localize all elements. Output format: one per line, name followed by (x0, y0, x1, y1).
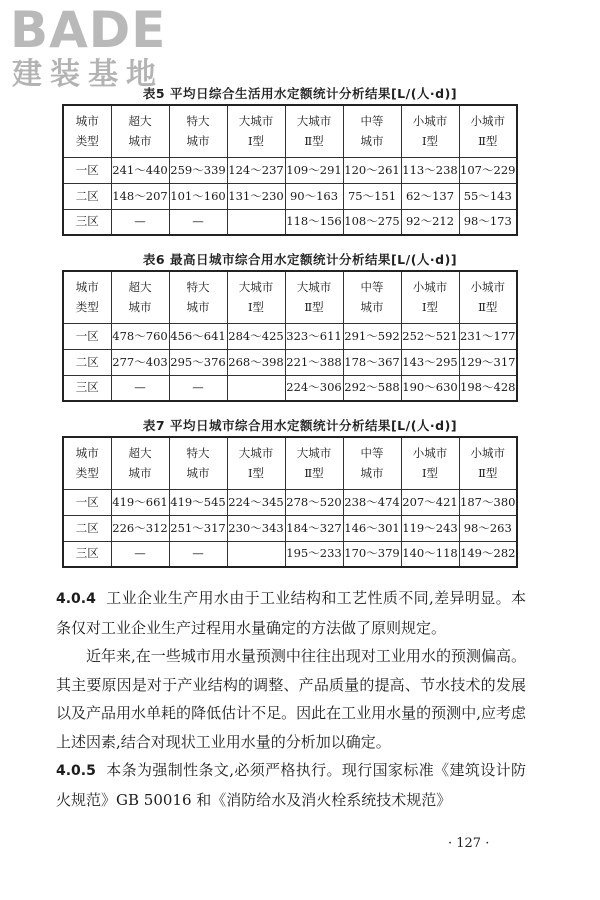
table-cell: 149～282 (459, 541, 517, 567)
header-cell: 小城市 Ⅰ型 (401, 105, 459, 157)
table-cell: 92～212 (401, 209, 459, 235)
header-cell: 大城市 Ⅱ型 (285, 105, 343, 157)
table-cell: 198～428 (459, 375, 517, 401)
table-cell: 238～474 (343, 489, 401, 515)
header-cell: 中等 城市 (343, 271, 401, 323)
header-cell: 小城市 Ⅱ型 (459, 105, 517, 157)
bade-logo (8, 2, 178, 94)
table-cell: 120～261 (343, 157, 401, 183)
table-cell: 三区 (63, 541, 111, 567)
header-cell: 城市 类型 (63, 271, 111, 323)
table-cell: 224～306 (285, 375, 343, 401)
table-5-caption: 表5 平均日综合生活用水定额统计分析结果[L/(人·d)] (142, 86, 458, 101)
paragraph: 近年来,在一些城市用水量预测中往往出现对工业用水的预测偏高。其主要原因是对于产业结构的调整、产品质量的提高、节水技术的发展以及产品用水单耗的降低估计不足。因此在工业用水量的预测中,应考虑上述因素,结合对现状工业用水量的分析加以确定。 (56, 647, 526, 751)
table-cell (227, 541, 285, 567)
table-cell: 75～151 (343, 183, 401, 209)
header-cell: 特大 城市 (169, 437, 227, 489)
table-cell: 224～345 (227, 489, 285, 515)
table-cell: 129～317 (459, 349, 517, 375)
table-cell: 251～317 (169, 515, 227, 541)
header-cell: 小城市 Ⅱ型 (459, 437, 517, 489)
table-cell: 241～440 (111, 157, 169, 183)
table-cell: 292～588 (343, 375, 401, 401)
table-row (63, 541, 517, 567)
table-cell: 113～238 (401, 157, 459, 183)
table-cell: 62～137 (401, 183, 459, 209)
table-cell: 195～233 (285, 541, 343, 567)
table-cell: 148～207 (111, 183, 169, 209)
table-cell: 456～641 (169, 323, 227, 349)
table-cell: 118～156 (285, 209, 343, 235)
header-cell: 特大 城市 (169, 105, 227, 157)
header-cell: 中等 城市 (343, 105, 401, 157)
table-cell: 295～376 (169, 349, 227, 375)
table-cell: 207～421 (401, 489, 459, 515)
header-cell: 中等 城市 (343, 437, 401, 489)
header-cell: 小城市 Ⅰ型 (401, 271, 459, 323)
header-cell: 城市 类型 (63, 105, 111, 157)
table-cell: 419～661 (111, 489, 169, 515)
table-cell: 170～379 (343, 541, 401, 567)
table-cell: 268～398 (227, 349, 285, 375)
table-cell: 二区 (63, 515, 111, 541)
table-row (63, 157, 517, 183)
table-cell: 231～177 (459, 323, 517, 349)
header-cell: 大城市 Ⅰ型 (227, 105, 285, 157)
header-cell: 大城市 Ⅰ型 (227, 437, 285, 489)
table-header-row (63, 105, 517, 157)
table-cell: 一区 (63, 489, 111, 515)
header-cell: 大城市 Ⅱ型 (285, 271, 343, 323)
table-cell: — (169, 541, 227, 567)
table-cell: 55～143 (459, 183, 517, 209)
table-cell: — (111, 541, 169, 567)
table-cell: 184～327 (285, 515, 343, 541)
table-cell: 291～592 (343, 323, 401, 349)
table-6 (62, 270, 518, 402)
clause-4-0-5 (56, 756, 526, 814)
table-cell: 419～545 (169, 489, 227, 515)
table-cell: 二区 (63, 183, 111, 209)
header-cell: 超大 城市 (111, 271, 169, 323)
body-text (56, 584, 526, 814)
table-cell: 98～263 (459, 515, 517, 541)
table-cell: 三区 (63, 209, 111, 235)
header-cell: 大城市 Ⅱ型 (285, 437, 343, 489)
table-cell: 98～173 (459, 209, 517, 235)
table-cell (227, 375, 285, 401)
table-cell: 146～301 (343, 515, 401, 541)
table-cell: 108～275 (343, 209, 401, 235)
table-row (63, 323, 517, 349)
header-cell: 小城市 Ⅱ型 (459, 271, 517, 323)
table-cell: 131～230 (227, 183, 285, 209)
table-cell: 278～520 (285, 489, 343, 515)
table-cell: 二区 (63, 349, 111, 375)
page-number: · 127 · (448, 836, 490, 851)
table-cell: 226～312 (111, 515, 169, 541)
table-cell: 一区 (63, 157, 111, 183)
table-row (63, 183, 517, 209)
logo-latin-text: BADE (10, 1, 167, 59)
table-cell (227, 209, 285, 235)
table-7 (62, 436, 518, 568)
table-cell: 90～163 (285, 183, 343, 209)
table-cell: 109～291 (285, 157, 343, 183)
table-cell: 140～118 (401, 541, 459, 567)
table-cell: 323～611 (285, 323, 343, 349)
clause-text: 本条为强制性条文,必须严格执行。现行国家标准《建筑设计防火规范》GB 50016 和《消防给水及消火栓系统技术规范》 (56, 761, 526, 809)
table-cell: 190～630 (401, 375, 459, 401)
table-row (63, 349, 517, 375)
table-7-caption: 表7 平均日城市综合用水定额统计分析结果[L/(人·d)] (142, 418, 458, 433)
table-5 (62, 104, 518, 236)
table-cell: 478～760 (111, 323, 169, 349)
logo-chinese-text: 建装基地 (12, 57, 164, 92)
header-cell: 小城市 Ⅰ型 (401, 437, 459, 489)
clause-number: 4.0.4 (56, 591, 96, 607)
table-cell: 221～388 (285, 349, 343, 375)
table-row (63, 209, 517, 235)
table-cell: 三区 (63, 375, 111, 401)
clause-text: 工业企业生产用水由于工业结构和工艺性质不同,差异明显。本条仅对工业企业生产过程用水量确定的方法做了原则规定。 (56, 589, 526, 637)
table-header-row (63, 437, 517, 489)
header-cell: 超大 城市 (111, 437, 169, 489)
table-cell: 284～425 (227, 323, 285, 349)
table-row (63, 515, 517, 541)
table-row (63, 489, 517, 515)
table-cell: — (111, 375, 169, 401)
table-cell: 124～237 (227, 157, 285, 183)
table-cell: 143～295 (401, 349, 459, 375)
table-cell: 178～367 (343, 349, 401, 375)
table-cell: — (111, 209, 169, 235)
header-cell: 超大 城市 (111, 105, 169, 157)
table-cell: 252～521 (401, 323, 459, 349)
table-cell: — (169, 209, 227, 235)
table-header-row (63, 271, 517, 323)
clause-4-0-4 (56, 584, 526, 642)
table-cell: — (169, 375, 227, 401)
table-row (63, 375, 517, 401)
table-cell: 一区 (63, 323, 111, 349)
header-cell: 城市 类型 (63, 437, 111, 489)
table-cell: 119～243 (401, 515, 459, 541)
clause-number: 4.0.5 (56, 763, 96, 779)
table-cell: 101～160 (169, 183, 227, 209)
table-cell: 107～229 (459, 157, 517, 183)
table-cell: 277～403 (111, 349, 169, 375)
header-cell: 特大 城市 (169, 271, 227, 323)
table-cell: 259～339 (169, 157, 227, 183)
header-cell: 大城市 Ⅰ型 (227, 271, 285, 323)
table-cell: 230～343 (227, 515, 285, 541)
table-6-caption: 表6 最高日城市综合用水定额统计分析结果[L/(人·d)] (142, 252, 458, 267)
table-cell: 187～380 (459, 489, 517, 515)
